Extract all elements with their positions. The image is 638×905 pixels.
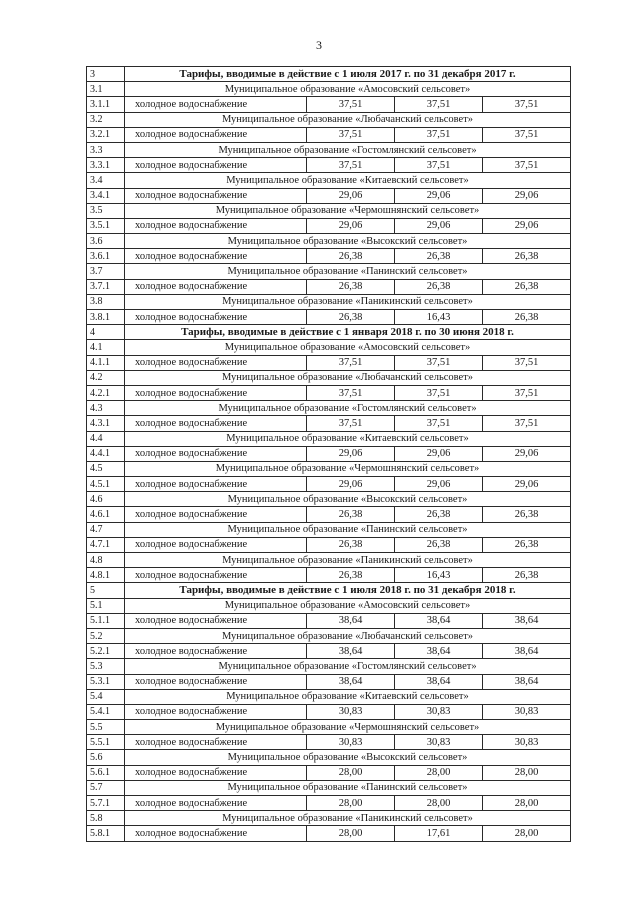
tariff-value-1: 37,51 xyxy=(307,385,395,400)
municipality-row xyxy=(87,659,571,674)
municipality-row xyxy=(87,720,571,735)
tariff-row xyxy=(87,704,571,719)
tariff-value-1: 26,38 xyxy=(307,279,395,294)
tariff-value-2: 28,00 xyxy=(395,796,483,811)
service-name: холодное водоснабжение xyxy=(125,310,307,325)
tariff-row xyxy=(87,826,571,841)
tariff-value-3: 29,06 xyxy=(483,446,571,461)
service-name: холодное водоснабжение xyxy=(125,644,307,659)
municipality-row xyxy=(87,492,571,507)
tariff-value-2: 28,00 xyxy=(395,765,483,780)
tariff-value-2: 37,51 xyxy=(395,416,483,431)
tariff-value-3: 30,83 xyxy=(483,735,571,750)
tariff-value-3: 38,64 xyxy=(483,613,571,628)
tariff-value-2: 16,43 xyxy=(395,568,483,583)
tariff-value-3: 28,00 xyxy=(483,765,571,780)
tariff-value-1: 28,00 xyxy=(307,796,395,811)
tariff-table xyxy=(86,66,571,842)
tariff-row xyxy=(87,188,571,203)
row-number: 4.2 xyxy=(87,370,125,385)
tariff-value-2: 29,06 xyxy=(395,218,483,233)
tariff-value-2: 30,83 xyxy=(395,735,483,750)
row-number: 3.6.1 xyxy=(87,249,125,264)
tariff-row xyxy=(87,674,571,689)
tariff-row xyxy=(87,507,571,522)
tariff-value-3: 26,38 xyxy=(483,279,571,294)
municipality-name: Муниципальное образование «Высокский сельсовет» xyxy=(125,234,571,249)
municipality-name: Муниципальное образование «Китаевский сельсовет» xyxy=(125,431,571,446)
tariff-row xyxy=(87,158,571,173)
row-number: 5.2 xyxy=(87,628,125,643)
tariff-row xyxy=(87,568,571,583)
row-number: 5.1.1 xyxy=(87,613,125,628)
row-number: 5.7.1 xyxy=(87,796,125,811)
row-number: 3.8.1 xyxy=(87,310,125,325)
row-number: 4.6.1 xyxy=(87,507,125,522)
municipality-row xyxy=(87,142,571,157)
municipality-row xyxy=(87,294,571,309)
row-number: 5 xyxy=(87,583,125,598)
municipality-name: Муниципальное образование «Китаевский сельсовет» xyxy=(125,689,571,704)
municipality-row xyxy=(87,689,571,704)
tariff-value-1: 29,06 xyxy=(307,477,395,492)
service-name: холодное водоснабжение xyxy=(125,704,307,719)
row-number: 4.1 xyxy=(87,340,125,355)
municipality-name: Муниципальное образование «Панинский сельсовет» xyxy=(125,264,571,279)
tariff-value-3: 26,38 xyxy=(483,249,571,264)
tariff-row xyxy=(87,796,571,811)
service-name: холодное водоснабжение xyxy=(125,674,307,689)
service-name: холодное водоснабжение xyxy=(125,796,307,811)
tariff-value-1: 29,06 xyxy=(307,446,395,461)
tariff-value-3: 38,64 xyxy=(483,644,571,659)
tariff-value-2: 26,38 xyxy=(395,279,483,294)
row-number: 5.8 xyxy=(87,811,125,826)
row-number: 4.5 xyxy=(87,461,125,476)
municipality-row xyxy=(87,82,571,97)
municipality-row xyxy=(87,401,571,416)
tariff-value-1: 37,51 xyxy=(307,127,395,142)
tariff-row xyxy=(87,644,571,659)
tariff-value-2: 30,83 xyxy=(395,704,483,719)
municipality-name: Муниципальное образование «Гостомлянский сельсовет» xyxy=(125,142,571,157)
page-number: 3 xyxy=(316,38,322,52)
municipality-name: Муниципальное образование «Любачанский сельсовет» xyxy=(125,370,571,385)
tariff-row xyxy=(87,97,571,112)
municipality-name: Муниципальное образование «Китаевский сельсовет» xyxy=(125,173,571,188)
tariff-value-1: 37,51 xyxy=(307,97,395,112)
tariff-value-1: 38,64 xyxy=(307,613,395,628)
tariff-value-1: 28,00 xyxy=(307,765,395,780)
service-name: холодное водоснабжение xyxy=(125,127,307,142)
tariff-value-3: 26,38 xyxy=(483,507,571,522)
municipality-name: Муниципальное образование «Любачанский сельсовет» xyxy=(125,112,571,127)
tariff-row xyxy=(87,249,571,264)
row-number: 5.4 xyxy=(87,689,125,704)
tariff-row xyxy=(87,735,571,750)
service-name: холодное водоснабжение xyxy=(125,249,307,264)
row-number: 4.2.1 xyxy=(87,385,125,400)
row-number: 3.1.1 xyxy=(87,97,125,112)
municipality-name: Муниципальное образование «Амосовский сельсовет» xyxy=(125,82,571,97)
tariff-row xyxy=(87,385,571,400)
tariff-value-1: 30,83 xyxy=(307,735,395,750)
tariff-value-3: 37,51 xyxy=(483,355,571,370)
row-number: 5.5 xyxy=(87,720,125,735)
service-name: холодное водоснабжение xyxy=(125,826,307,841)
row-number: 5.2.1 xyxy=(87,644,125,659)
tariff-value-2: 29,06 xyxy=(395,188,483,203)
tariff-value-1: 29,06 xyxy=(307,218,395,233)
municipality-name: Муниципальное образование «Высокский сельсовет» xyxy=(125,492,571,507)
service-name: холодное водоснабжение xyxy=(125,537,307,552)
service-name: холодное водоснабжение xyxy=(125,477,307,492)
row-number: 3.2.1 xyxy=(87,127,125,142)
municipality-row xyxy=(87,431,571,446)
row-number: 4.8.1 xyxy=(87,568,125,583)
tariff-value-1: 28,00 xyxy=(307,826,395,841)
row-number: 5.6 xyxy=(87,750,125,765)
row-number: 4.7 xyxy=(87,522,125,537)
tariff-row xyxy=(87,477,571,492)
tariff-value-1: 37,51 xyxy=(307,355,395,370)
tariff-value-1: 38,64 xyxy=(307,674,395,689)
municipality-name: Муниципальное образование «Любачанский сельсовет» xyxy=(125,628,571,643)
tariff-value-2: 17,61 xyxy=(395,826,483,841)
tariff-row xyxy=(87,613,571,628)
municipality-name: Муниципальное образование «Гостомлянский сельсовет» xyxy=(125,659,571,674)
municipality-row xyxy=(87,780,571,795)
service-name: холодное водоснабжение xyxy=(125,613,307,628)
municipality-name: Муниципальное образование «Амосовский сельсовет» xyxy=(125,598,571,613)
row-number: 3.8 xyxy=(87,294,125,309)
tariff-value-2: 26,38 xyxy=(395,537,483,552)
municipality-row xyxy=(87,628,571,643)
tariff-value-1: 30,83 xyxy=(307,704,395,719)
row-number: 3 xyxy=(87,67,125,82)
tariff-value-2: 16,43 xyxy=(395,310,483,325)
tariff-value-2: 37,51 xyxy=(395,158,483,173)
period-title: Тарифы, вводимые в действие с 1 июля 2018 г. по 31 декабря 2018 г. xyxy=(125,583,571,598)
row-number: 5.5.1 xyxy=(87,735,125,750)
municipality-row xyxy=(87,340,571,355)
row-number: 3.2 xyxy=(87,112,125,127)
municipality-name: Муниципальное образование «Чермошнянский сельсовет» xyxy=(125,720,571,735)
municipality-name: Муниципальное образование «Паникинский сельсовет» xyxy=(125,294,571,309)
tariff-value-3: 37,51 xyxy=(483,416,571,431)
row-number: 4.5.1 xyxy=(87,477,125,492)
tariff-value-2: 37,51 xyxy=(395,97,483,112)
tariff-value-1: 26,38 xyxy=(307,507,395,522)
tariff-table-body xyxy=(87,67,571,842)
tariff-value-1: 37,51 xyxy=(307,416,395,431)
tariff-value-1: 26,38 xyxy=(307,310,395,325)
row-number: 3.7 xyxy=(87,264,125,279)
tariff-value-3: 29,06 xyxy=(483,218,571,233)
period-title: Тарифы, вводимые в действие с 1 июля 2017 г. по 31 декабря 2017 г. xyxy=(125,67,571,82)
tariff-value-3: 37,51 xyxy=(483,385,571,400)
tariff-row xyxy=(87,537,571,552)
row-number: 5.3.1 xyxy=(87,674,125,689)
service-name: холодное водоснабжение xyxy=(125,765,307,780)
service-name: холодное водоснабжение xyxy=(125,188,307,203)
row-number: 4.3.1 xyxy=(87,416,125,431)
tariff-value-3: 38,64 xyxy=(483,674,571,689)
tariff-value-1: 26,38 xyxy=(307,249,395,264)
service-name: холодное водоснабжение xyxy=(125,218,307,233)
row-number: 3.5.1 xyxy=(87,218,125,233)
period-header-row xyxy=(87,67,571,82)
row-number: 3.5 xyxy=(87,203,125,218)
tariff-value-3: 30,83 xyxy=(483,704,571,719)
row-number: 4.8 xyxy=(87,553,125,568)
municipality-row xyxy=(87,598,571,613)
municipality-row xyxy=(87,264,571,279)
municipality-row xyxy=(87,553,571,568)
municipality-row xyxy=(87,522,571,537)
municipality-name: Муниципальное образование «Высокский сельсовет» xyxy=(125,750,571,765)
municipality-row xyxy=(87,370,571,385)
service-name: холодное водоснабжение xyxy=(125,97,307,112)
municipality-row xyxy=(87,112,571,127)
tariff-value-2: 37,51 xyxy=(395,127,483,142)
tariff-value-1: 37,51 xyxy=(307,158,395,173)
period-header-row xyxy=(87,583,571,598)
row-number: 3.3 xyxy=(87,142,125,157)
tariff-row xyxy=(87,127,571,142)
service-name: холодное водоснабжение xyxy=(125,416,307,431)
tariff-value-2: 38,64 xyxy=(395,674,483,689)
row-number: 4.4.1 xyxy=(87,446,125,461)
service-name: холодное водоснабжение xyxy=(125,446,307,461)
row-number: 4.4 xyxy=(87,431,125,446)
row-number: 5.3 xyxy=(87,659,125,674)
tariff-value-3: 37,51 xyxy=(483,127,571,142)
row-number: 5.8.1 xyxy=(87,826,125,841)
tariff-value-3: 26,38 xyxy=(483,537,571,552)
tariff-value-3: 28,00 xyxy=(483,826,571,841)
tariff-value-2: 38,64 xyxy=(395,644,483,659)
service-name: холодное водоснабжение xyxy=(125,355,307,370)
tariff-row xyxy=(87,218,571,233)
tariff-value-2: 37,51 xyxy=(395,355,483,370)
row-number: 3.4 xyxy=(87,173,125,188)
period-title: Тарифы, вводимые в действие с 1 января 2018 г. по 30 июня 2018 г. xyxy=(125,325,571,340)
municipality-row xyxy=(87,234,571,249)
municipality-row xyxy=(87,461,571,476)
tariff-value-1: 38,64 xyxy=(307,644,395,659)
tariff-value-2: 26,38 xyxy=(395,249,483,264)
municipality-row xyxy=(87,203,571,218)
tariff-row xyxy=(87,279,571,294)
tariff-value-2: 37,51 xyxy=(395,385,483,400)
municipality-name: Муниципальное образование «Панинский сельсовет» xyxy=(125,780,571,795)
tariff-value-2: 38,64 xyxy=(395,613,483,628)
municipality-name: Муниципальное образование «Панинский сельсовет» xyxy=(125,522,571,537)
row-number: 4.3 xyxy=(87,401,125,416)
municipality-row xyxy=(87,811,571,826)
tariff-value-2: 26,38 xyxy=(395,507,483,522)
row-number: 5.1 xyxy=(87,598,125,613)
tariff-row xyxy=(87,416,571,431)
row-number: 4 xyxy=(87,325,125,340)
municipality-row xyxy=(87,750,571,765)
row-number: 5.6.1 xyxy=(87,765,125,780)
row-number: 3.4.1 xyxy=(87,188,125,203)
tariff-value-3: 26,38 xyxy=(483,568,571,583)
tariff-row xyxy=(87,446,571,461)
row-number: 3.1 xyxy=(87,82,125,97)
row-number: 5.4.1 xyxy=(87,704,125,719)
tariff-row xyxy=(87,355,571,370)
row-number: 3.6 xyxy=(87,234,125,249)
tariff-value-3: 37,51 xyxy=(483,97,571,112)
service-name: холодное водоснабжение xyxy=(125,568,307,583)
tariff-value-3: 29,06 xyxy=(483,477,571,492)
service-name: холодное водоснабжение xyxy=(125,158,307,173)
municipality-row xyxy=(87,173,571,188)
service-name: холодное водоснабжение xyxy=(125,385,307,400)
row-number: 5.7 xyxy=(87,780,125,795)
municipality-name: Муниципальное образование «Паникинский сельсовет» xyxy=(125,553,571,568)
service-name: холодное водоснабжение xyxy=(125,507,307,522)
tariff-value-1: 29,06 xyxy=(307,188,395,203)
tariff-value-1: 26,38 xyxy=(307,568,395,583)
tariff-value-3: 29,06 xyxy=(483,188,571,203)
municipality-name: Муниципальное образование «Паникинский сельсовет» xyxy=(125,811,571,826)
tariff-row xyxy=(87,765,571,780)
row-number: 4.6 xyxy=(87,492,125,507)
municipality-name: Муниципальное образование «Чермошнянский сельсовет» xyxy=(125,203,571,218)
municipality-name: Муниципальное образование «Чермошнянский сельсовет» xyxy=(125,461,571,476)
municipality-name: Муниципальное образование «Амосовский сельсовет» xyxy=(125,340,571,355)
row-number: 4.1.1 xyxy=(87,355,125,370)
service-name: холодное водоснабжение xyxy=(125,735,307,750)
row-number: 4.7.1 xyxy=(87,537,125,552)
service-name: холодное водоснабжение xyxy=(125,279,307,294)
tariff-value-2: 29,06 xyxy=(395,446,483,461)
tariff-row xyxy=(87,310,571,325)
tariff-value-1: 26,38 xyxy=(307,537,395,552)
period-header-row xyxy=(87,325,571,340)
tariff-value-3: 26,38 xyxy=(483,310,571,325)
municipality-name: Муниципальное образование «Гостомлянский сельсовет» xyxy=(125,401,571,416)
row-number: 3.7.1 xyxy=(87,279,125,294)
tariff-value-2: 29,06 xyxy=(395,477,483,492)
row-number: 3.3.1 xyxy=(87,158,125,173)
tariff-value-3: 37,51 xyxy=(483,158,571,173)
tariff-value-3: 28,00 xyxy=(483,796,571,811)
